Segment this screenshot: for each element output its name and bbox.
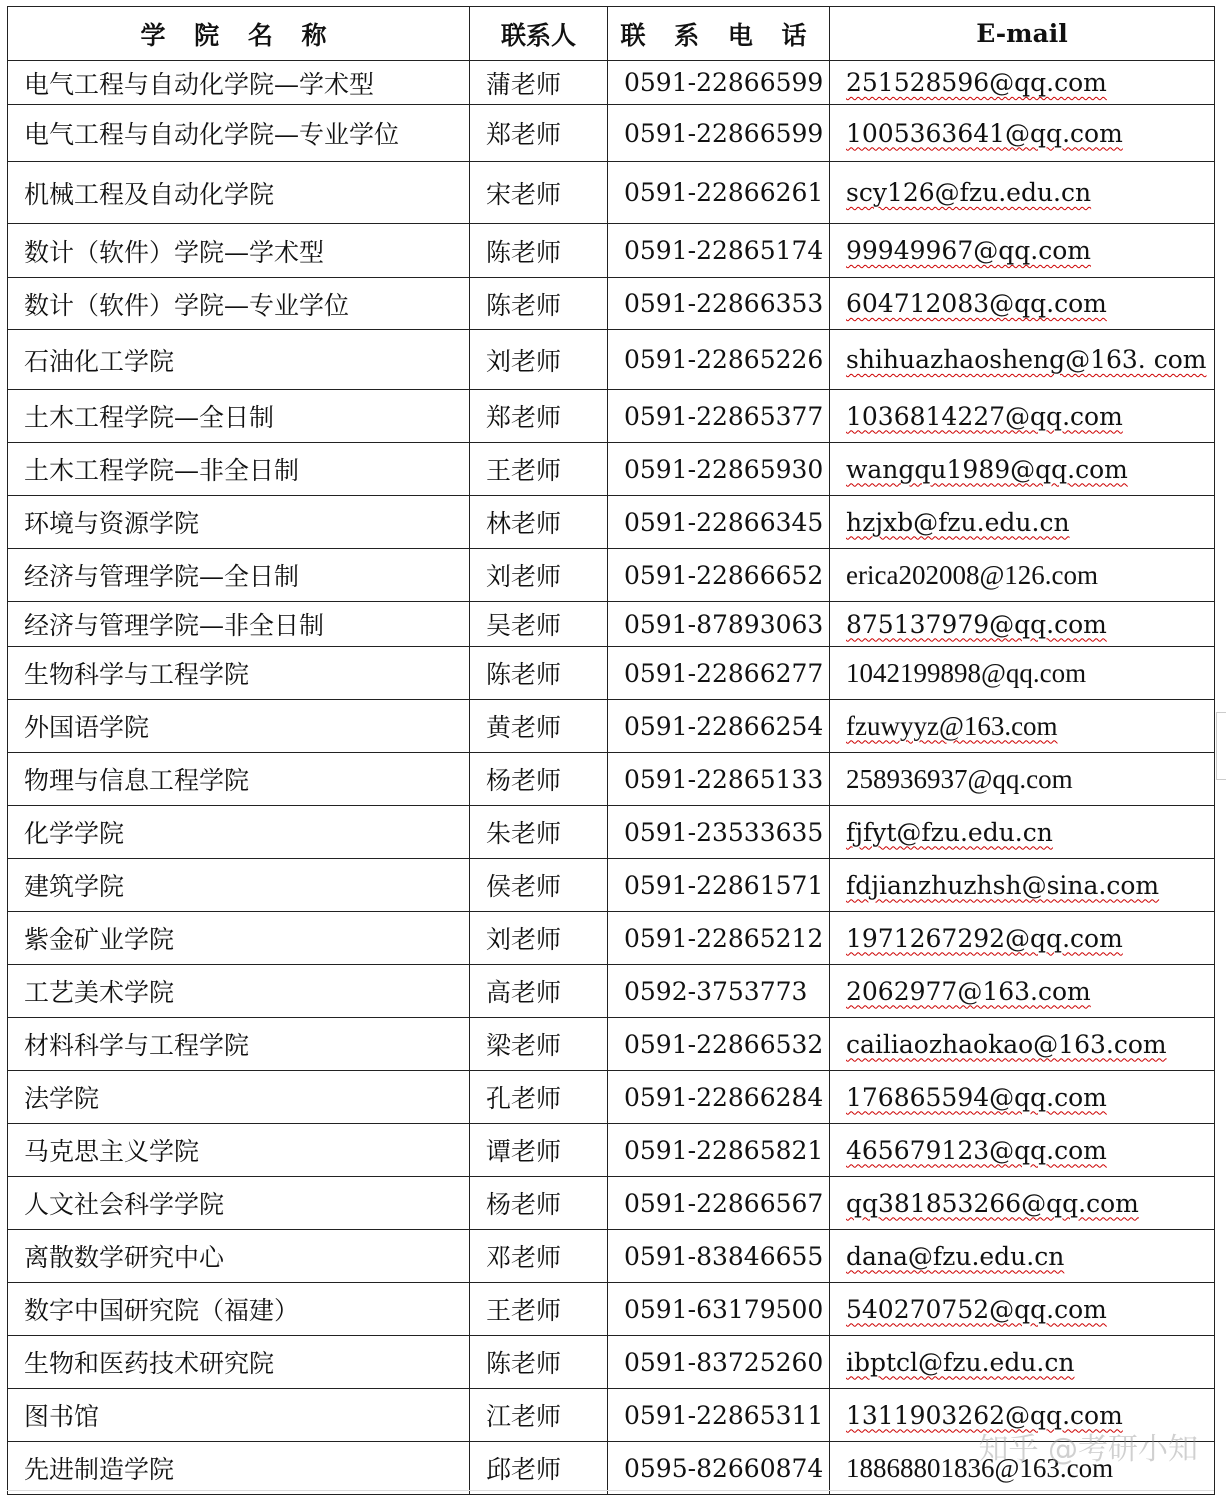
table-row (8, 1018, 1215, 1071)
phone-cell: 0591-22865226 (608, 330, 830, 390)
table-row (8, 1071, 1215, 1124)
contact-cell: 陈老师 (470, 278, 608, 330)
header-phone: 联 系 电 话 (608, 7, 830, 61)
contact-cell: 杨老师 (470, 753, 608, 806)
header-contact: 联系人 (470, 7, 608, 61)
table-row (8, 1442, 1215, 1495)
email-cell (830, 390, 1215, 443)
table-row (8, 859, 1215, 912)
email-text: 1036814227@qq.com (846, 401, 1123, 431)
table-row (8, 965, 1215, 1018)
table-row (8, 1124, 1215, 1177)
college-cell: 数计（软件）学院—专业学位 (8, 278, 470, 330)
college-cell: 图书馆 (8, 1389, 470, 1442)
phone-cell: 0591-22865212 (608, 912, 830, 965)
table-row (8, 602, 1215, 647)
table-row (8, 224, 1215, 278)
college-cell: 土木工程学院—全日制 (8, 390, 470, 443)
contact-cell: 林老师 (470, 496, 608, 549)
email-cell (830, 965, 1215, 1018)
college-cell: 石油化工学院 (8, 330, 470, 390)
phone-cell: 0591-22866261 (608, 162, 830, 224)
table-row (8, 496, 1215, 549)
email-text: erica202008@126.com (846, 559, 1099, 590)
email-cell (830, 162, 1215, 224)
college-cell: 数字中国研究院（福建） (8, 1283, 470, 1336)
phone-cell: 0591-22865821 (608, 1124, 830, 1177)
contact-cell: 邓老师 (470, 1230, 608, 1283)
email-cell (830, 443, 1215, 496)
scroll-tick (1216, 712, 1226, 780)
email-cell (830, 61, 1215, 105)
email-cell (830, 496, 1215, 549)
email-text: 1311903262@qq.com (846, 1400, 1123, 1430)
email-text: wangqu1989@qq.com (846, 454, 1128, 484)
college-cell: 化学学院 (8, 806, 470, 859)
header-row (8, 7, 1215, 61)
email-cell (830, 1230, 1215, 1283)
table-row (8, 806, 1215, 859)
email-text: 258936937@qq.com (846, 763, 1073, 794)
email-text: hzjxb@fzu.edu.cn (846, 507, 1070, 537)
email-text: dana@fzu.edu.cn (846, 1241, 1065, 1271)
email-cell (830, 806, 1215, 859)
table-row (8, 443, 1215, 496)
college-cell: 工艺美术学院 (8, 965, 470, 1018)
phone-cell: 0591-22866599 (608, 61, 830, 105)
table-row (8, 1283, 1215, 1336)
email-text: 99949967@qq.com (846, 236, 1091, 265)
contact-cell: 高老师 (470, 965, 608, 1018)
college-cell: 电气工程与自动化学院—学术型 (8, 61, 470, 105)
email-cell (830, 1018, 1215, 1071)
phone-cell: 0591-22865174 (608, 224, 830, 278)
phone-cell: 0591-22866532 (608, 1018, 830, 1071)
phone-cell: 0591-22866345 (608, 496, 830, 549)
contact-cell: 陈老师 (470, 1336, 608, 1389)
email-cell (830, 1389, 1215, 1442)
table-row (8, 1389, 1215, 1442)
contact-cell: 王老师 (470, 443, 608, 496)
college-cell: 人文社会科学学院 (8, 1177, 470, 1230)
college-cell: 经济与管理学院—全日制 (8, 549, 470, 602)
college-cell: 建筑学院 (8, 859, 470, 912)
email-text: fdjianzhuzhsh@sina.com (846, 870, 1160, 900)
college-cell: 机械工程及自动化学院 (8, 162, 470, 224)
email-text: 1005363641@qq.com (846, 118, 1123, 148)
email-cell (830, 1442, 1215, 1495)
table-row (8, 390, 1215, 443)
table-row (8, 549, 1215, 602)
email-text: fzuwyyz@163.com (846, 710, 1058, 741)
email-cell (830, 1336, 1215, 1389)
header-college: 学 院 名 称 (8, 7, 470, 61)
table-row (8, 912, 1215, 965)
college-cell: 马克思主义学院 (8, 1124, 470, 1177)
email-text: 465679123@qq.com (846, 1135, 1107, 1165)
college-cell: 土木工程学院—非全日制 (8, 443, 470, 496)
email-text: scy126@fzu.edu.cn (846, 178, 1092, 207)
email-cell (830, 105, 1215, 162)
phone-cell: 0591-22865133 (608, 753, 830, 806)
email-cell (830, 330, 1215, 390)
email-cell (830, 1283, 1215, 1336)
college-cell: 生物和医药技术研究院 (8, 1336, 470, 1389)
phone-cell: 0592-3753773 (608, 965, 830, 1018)
email-cell (830, 549, 1215, 602)
phone-cell: 0591-22866284 (608, 1071, 830, 1124)
contact-cell: 吴老师 (470, 602, 608, 647)
contact-cell: 王老师 (470, 1283, 608, 1336)
college-cell: 法学院 (8, 1071, 470, 1124)
contact-cell: 陈老师 (470, 647, 608, 700)
college-cell: 离散数学研究中心 (8, 1230, 470, 1283)
email-cell (830, 224, 1215, 278)
email-cell (830, 647, 1215, 700)
phone-cell: 0591-22866567 (608, 1177, 830, 1230)
contact-cell: 侯老师 (470, 859, 608, 912)
email-cell (830, 1124, 1215, 1177)
email-cell (830, 602, 1215, 647)
contact-cell: 江老师 (470, 1389, 608, 1442)
table-row (8, 753, 1215, 806)
phone-cell: 0591-22866599 (608, 105, 830, 162)
email-cell (830, 912, 1215, 965)
contact-cell: 蒲老师 (470, 61, 608, 105)
table-row (8, 700, 1215, 753)
page-bottom-line (7, 1490, 1214, 1491)
contact-cell: 邱老师 (470, 1442, 608, 1495)
college-cell: 外国语学院 (8, 700, 470, 753)
header-email: E-mail (830, 7, 1215, 61)
table-row (8, 162, 1215, 224)
email-cell (830, 859, 1215, 912)
phone-cell: 0591-63179500 (608, 1283, 830, 1336)
email-text: 1042199898@qq.com (846, 657, 1087, 688)
email-cell (830, 700, 1215, 753)
email-cell (830, 1071, 1215, 1124)
contact-cell: 宋老师 (470, 162, 608, 224)
email-cell (830, 1177, 1215, 1230)
email-text: fjfyt@fzu.edu.cn (846, 817, 1053, 847)
contacts-table (7, 6, 1215, 1495)
phone-cell: 0591-22861571 (608, 859, 830, 912)
table-row (8, 278, 1215, 330)
contact-cell: 郑老师 (470, 390, 608, 443)
email-text: 2062977@163.com (846, 976, 1091, 1006)
contact-cell: 杨老师 (470, 1177, 608, 1230)
table-row (8, 105, 1215, 162)
table-row (8, 1230, 1215, 1283)
college-cell: 数计（软件）学院—学术型 (8, 224, 470, 278)
college-cell: 生物科学与工程学院 (8, 647, 470, 700)
contact-cell: 谭老师 (470, 1124, 608, 1177)
phone-cell: 0591-22865311 (608, 1389, 830, 1442)
college-cell: 先进制造学院 (8, 1442, 470, 1495)
college-cell: 经济与管理学院—非全日制 (8, 602, 470, 647)
phone-cell: 0591-22866254 (608, 700, 830, 753)
college-cell: 电气工程与自动化学院—专业学位 (8, 105, 470, 162)
email-text: cailiaozhaokao@163.com (846, 1029, 1167, 1059)
email-cell (830, 753, 1215, 806)
phone-cell: 0591-22865930 (608, 443, 830, 496)
contact-cell: 刘老师 (470, 330, 608, 390)
email-cell (830, 278, 1215, 330)
phone-cell: 0591-22866353 (608, 278, 830, 330)
contact-cell: 孔老师 (470, 1071, 608, 1124)
email-text: 251528596@qq.com (846, 68, 1107, 97)
phone-cell: 0591-83725260 (608, 1336, 830, 1389)
email-text: ibptcl@fzu.edu.cn (846, 1347, 1075, 1377)
table-row (8, 1336, 1215, 1389)
email-text: qq381853266@qq.com (846, 1188, 1139, 1218)
contact-cell: 朱老师 (470, 806, 608, 859)
email-text: 875137979@qq.com (846, 609, 1107, 639)
college-cell: 物理与信息工程学院 (8, 753, 470, 806)
phone-cell: 0595-82660874 (608, 1442, 830, 1495)
email-text: 604712083@qq.com (846, 289, 1107, 318)
phone-cell: 0591-87893063 (608, 602, 830, 647)
email-text: 176865594@qq.com (846, 1082, 1107, 1112)
email-text: shihuazhaosheng@163. com (846, 345, 1207, 374)
email-text: 1971267292@qq.com (846, 923, 1123, 953)
contact-cell: 郑老师 (470, 105, 608, 162)
contact-cell: 陈老师 (470, 224, 608, 278)
college-cell: 环境与资源学院 (8, 496, 470, 549)
contact-cell: 刘老师 (470, 549, 608, 602)
watermark: 知乎 @考研小知 (978, 1432, 1198, 1467)
table-row (8, 1177, 1215, 1230)
email-text: 18868801836@163.com (846, 1452, 1114, 1483)
contact-cell: 刘老师 (470, 912, 608, 965)
contact-cell: 梁老师 (470, 1018, 608, 1071)
contact-cell: 黄老师 (470, 700, 608, 753)
table-row (8, 61, 1215, 105)
phone-cell: 0591-22866277 (608, 647, 830, 700)
email-text: 540270752@qq.com (846, 1294, 1107, 1324)
phone-cell: 0591-83846655 (608, 1230, 830, 1283)
college-cell: 材料科学与工程学院 (8, 1018, 470, 1071)
phone-cell: 0591-22865377 (608, 390, 830, 443)
table-row (8, 330, 1215, 390)
college-cell: 紫金矿业学院 (8, 912, 470, 965)
phone-cell: 0591-23533635 (608, 806, 830, 859)
table-row (8, 647, 1215, 700)
phone-cell: 0591-22866652 (608, 549, 830, 602)
